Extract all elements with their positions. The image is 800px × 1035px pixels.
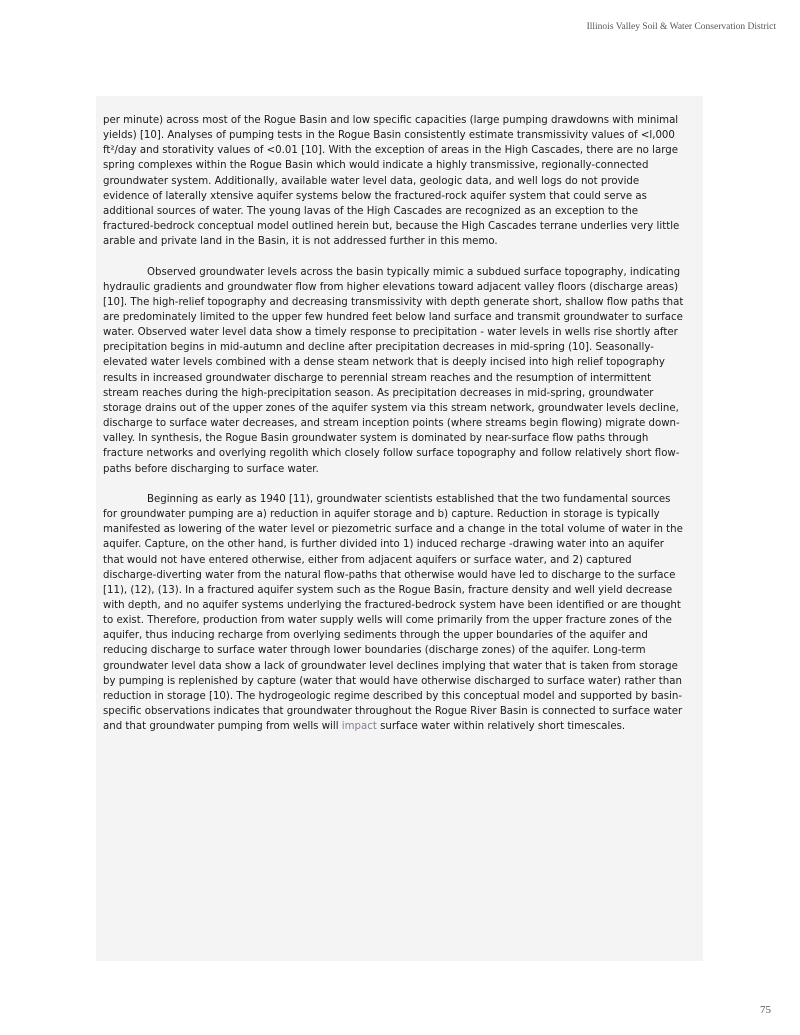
paragraph-3-muted-word: impact [341,721,377,733]
page-number: 75 [760,1004,771,1016]
paragraph-1: per minute) across most of the Rogue Basin and low specific capacities (large pumping drawdowns with minimal yields) [10]. Analyses of pumping tests in the Rogue Basin consistently estimate transmissivity values of <l,000 ft²/day and storativity values of <0.01 [10]. With the exception of areas in the High Cascades, there are no large spring complexes within the Rogue Basin which would indicate a highly transmissive, regionally-connected groundwater system. Additionally, available water level data, geologic data, and well logs do not provide evidence of laterally xtensive aquifer systems below the fractured-rock aquifer system that could serve as additional sources of water. The young lavas of the High Cascades are recognized as an exception to the fractured-bedrock conceptual model outlined herein but, because the High Cascades terrane underlies very little arable and private land in the Basin, it is not addressed further in this memo. [103,115,680,248]
paragraph-3-tail: surface water within relatively short timescales. [376,721,626,733]
paragraph-2: Observed groundwater levels across the basin typically mimic a subdued surface topography, indicating hydraulic gradients and groundwater flow from higher elevations toward adjacent valley floors (discharge areas) [10]. The high-relief topography and decreasing transmissivity with depth generate short, shallow flow paths that are predominately limited to the upper few hundred feet below land surface and transmit groundwater to surface water. Observed water level data show a timely response to precipitation - water levels in wells rise shortly after precipitation begins in mid-autumn and decline after precipitation decreases in mid-spring (10]. Seasonally-elevated water levels combined with a dense steam network that is deeply incised into high relief topography results in increased groundwater discharge to perennial stream reaches and the resumption of intermittent stream reaches during the high-precipitation season. As precipitation decreases in mid-spring, groundwater storage drains out of the upper zones of the aquifer system via this stream network, groundwater levels decline, discharge to surface water decreases, and stream inception points (where streams begin flowing) migrate down-valley. In synthesis, the Rogue Basin groundwater system is dominated by near-surface flow paths through fracture networks and overlying regolith which closely follow surface topography and follow relatively short flow-paths before discharging to surface water. [103,266,684,475]
paragraph-3 [103,492,685,735]
running-header: Illinois Valley Soil & Water Conservation District [586,22,776,32]
paragraph-3-text: Beginning as early as 1940 [11), groundwater scientists established that the two fundamental sources for groundwater pumping are a) reduction in aquifer storage and b) capture. Reduction in storage is typically manifested as lowering of the water level or piezometric surface and a change in the total volume of water in the aquifer. Capture, on the other hand, is further divided into 1) induced recharge -drawing water into an aquifer that would not have entered otherwise, either from adjacent aquifers or surface water, and 2) captured discharge-diverting water from the natural flow-paths that otherwise would have led to discharge to the surface [11), (12), (13). In a fractured aquifer system such as the Rogue Basin, fracture density and well yield decrease with depth, and no aquifer systems underlying the fractured-bedrock system have been identified or are thought to exist. Therefore, production from water supply wells will come primarily from the upper fracture zones of the aquifer, thus inducing recharge from overlying sediments through the upper boundaries of the aquifer and reducing discharge to surface water through lower boundaries (discharge zones) of the aquifer. Long-term groundwater level data show a lack of groundwater level declines implying that water that is taken from storage by pumping is replenished by capture (water that would have otherwise discharged to surface water) rather than reduction in storage [10). The hydrogeologic regime described by this conceptual model and supported by basin-specific observations indicates that groundwater throughout the Rogue River Basin is connected to surface water and that groundwater pumping from wells will [103,493,683,733]
body-text [103,113,685,750]
